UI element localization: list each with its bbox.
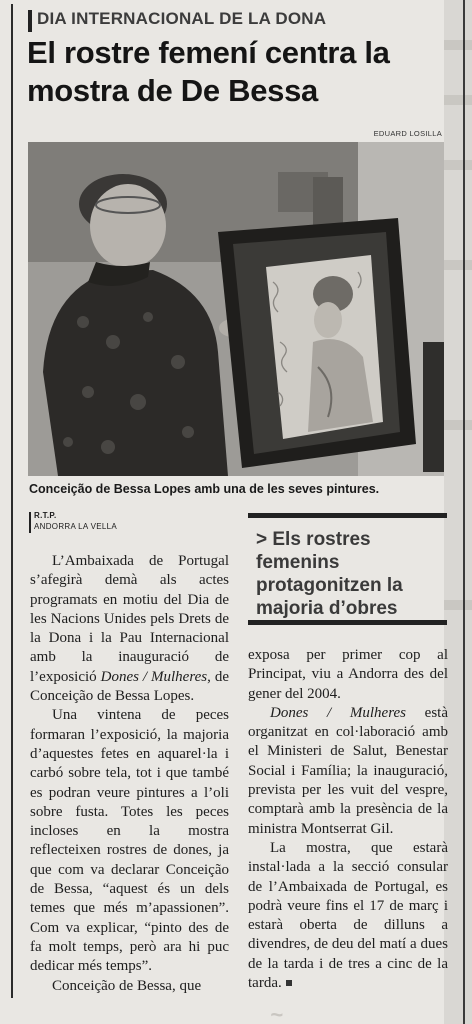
paragraph <box>248 704 448 839</box>
text-span: està organitzat en col·laboració amb el Ministeri de Salut, Benestar Social i Família; la inauguració, prevista per les vuit del vespre, comptarà amb la presència de la ministra Montserrat Gil. <box>248 704 448 837</box>
article-column-2 <box>248 646 448 993</box>
byline-location: ANDORRA LA VELLA <box>34 522 118 531</box>
end-mark-icon <box>286 980 292 986</box>
paragraph <box>30 552 229 706</box>
paragraph: Conceição de Bessa, que <box>52 977 202 994</box>
exhibition-title: Dones / Mulheres <box>270 704 406 721</box>
byline-marker <box>29 512 31 533</box>
bleed-through-text: ~ <box>270 1002 283 1024</box>
exhibition-title: Dones / Mulheres <box>100 668 208 685</box>
photo-caption: Conceição de Bessa Lopes amb una de les seves pintures. <box>29 482 380 496</box>
right-column-rule <box>463 0 465 1024</box>
section-label: DIA INTERNACIONAL DE LA DONA <box>37 9 327 28</box>
photo-illustration <box>28 142 444 476</box>
headline: El rostre femení centra la mostra de De Bessa <box>27 35 390 108</box>
paragraph: exposa per primer cop al Principat, viu a Andorra des del gener del 2004. <box>248 647 448 702</box>
text-span: L’Ambaixada de Portugal s’afegirà demà als actes programats en motiu del Dia de les Nacions Unides pels Drets de la Dona i la Pau Internacional amb la inauguració de l’exposició <box>30 553 229 685</box>
adjacent-page-edge <box>444 0 472 1024</box>
text-span: , de Conceição de Bessa Lopes. <box>30 668 229 705</box>
photo-credit: EDUARD LOSILLA <box>373 129 442 138</box>
pull-quote-rule-bottom <box>248 620 447 625</box>
byline-agency: R.T.P. <box>34 511 57 520</box>
pull-quote-rule-top <box>248 513 447 518</box>
paragraph <box>248 839 448 993</box>
article-column-1 <box>30 552 229 996</box>
article-photo <box>28 142 444 476</box>
left-column-rule <box>11 4 13 998</box>
text-span: La mostra, que estarà instal·lada a la secció consular de l’Ambaixada de Portugal, es podrà veure fins el 17 de març i estarà oberta de dilluns a divendres, de deu del matí a dues de la tarda i de tres a cinc de la tarda. <box>248 839 448 992</box>
pull-quote: > Els rostres femenins protagonitzen la majoria d’obres <box>256 529 403 619</box>
paragraph: Una vintena de peces formaran l’exposició, la majoria d’aquestes fetes en aquarel·la i carbó sobre tela, tot i que també es podran veure pintures a l’oli sobre fusta. Totes les peces incloses en la mostra reflecteixen rostres de dones, ja que com va declarar Conceição de Bessa, “aquest és un dels temes que més m’apassionen”. Com va explicar, “pinto des de fa molt temps, però ara hi puc dedicar més temps”. <box>30 707 229 975</box>
section-marker <box>28 10 32 32</box>
